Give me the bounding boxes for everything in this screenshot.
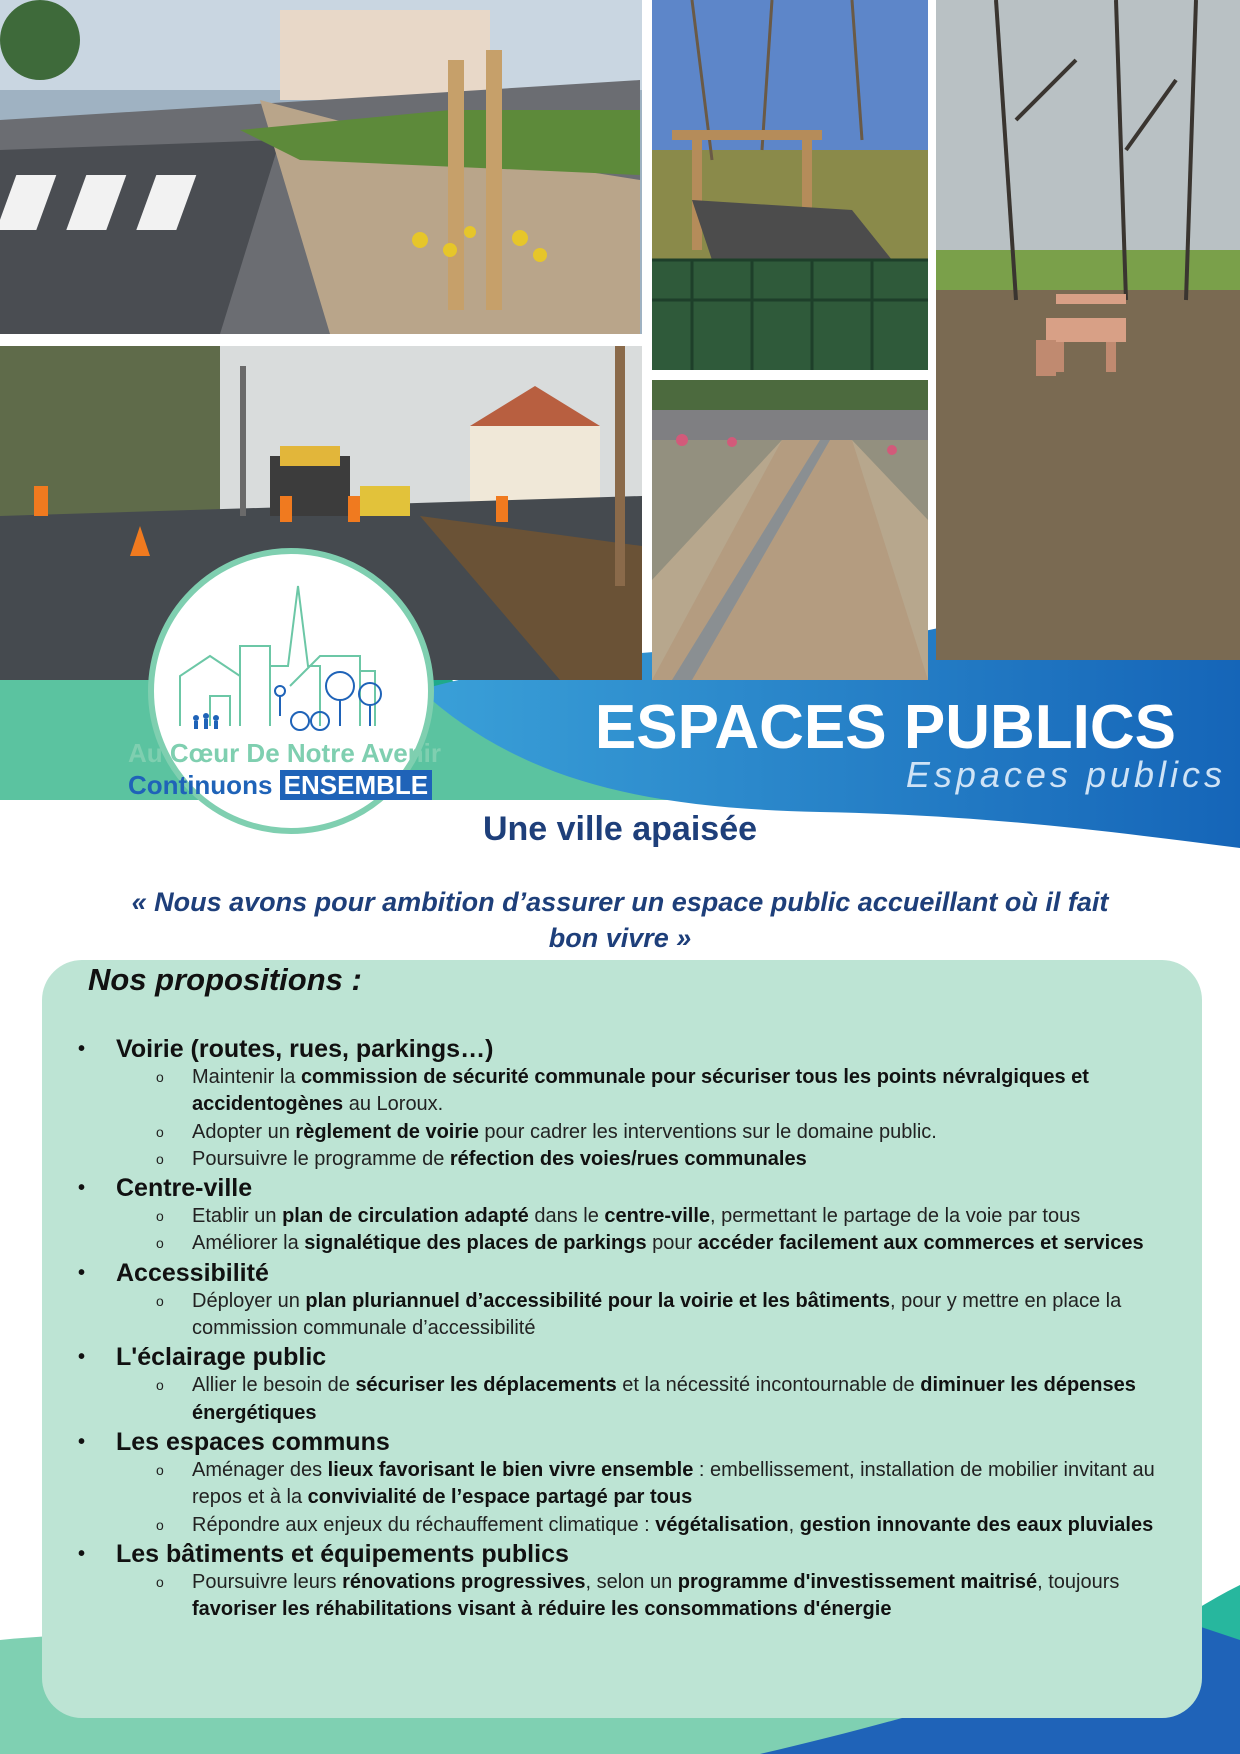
quote-line: bon vivre » — [548, 923, 692, 953]
proposition-item — [154, 1146, 1198, 1173]
mission-quote — [120, 884, 1120, 956]
proposition-item — [154, 1512, 1198, 1539]
circle-bullet-icon: o — [156, 1573, 164, 1590]
category-heading — [78, 1258, 1198, 1288]
category-items — [154, 1372, 1198, 1427]
category-items — [154, 1064, 1198, 1173]
proposition-item — [154, 1230, 1198, 1257]
bullet-icon: • — [78, 1346, 86, 1369]
bullet-icon: • — [78, 1177, 86, 1200]
proposition-category — [78, 1034, 1198, 1173]
proposition-text: Poursuivre leurs rénovations progressives, selon un programme d'investissement maitrisé, toujours favoriser les réhabilitations visant à réduire les consommations d'énergie — [192, 1570, 1120, 1621]
logo-tagline-line1: Au Cœur De Notre Avenir — [128, 738, 441, 768]
propositions-list — [78, 1034, 1198, 1623]
proposition-item — [154, 1119, 1198, 1146]
logo-tagline-line2 — [128, 770, 458, 801]
photo-cemetery-path — [652, 380, 928, 680]
quote-line: « Nous avons pour ambition d’assurer un espace public accueillant où il fait — [131, 887, 1109, 917]
category-heading — [78, 1034, 1198, 1064]
page-title: ESPACES PUBLICS — [594, 693, 1176, 762]
proposition-category — [78, 1342, 1198, 1427]
circle-bullet-icon: o — [156, 1235, 164, 1252]
circle-bullet-icon: o — [156, 1377, 164, 1394]
category-label: Les espaces communs — [116, 1427, 390, 1456]
category-items — [154, 1569, 1198, 1624]
proposition-text: Déployer un plan pluriannuel d’accessibilité pour la voirie et les bâtiments, pour y mettre en place la commission communale d’accessibilité — [192, 1289, 1122, 1340]
category-label: L'éclairage public — [116, 1343, 327, 1372]
category-heading — [78, 1342, 1198, 1372]
category-heading — [78, 1539, 1198, 1569]
category-label: Voirie (routes, rues, parkings…) — [116, 1035, 494, 1063]
proposition-text: Etablir un plan de circulation adapté dans le centre-ville, permettant le partage de la voie par tous — [192, 1205, 1081, 1228]
logo-tagline-prefix: Continuons — [128, 770, 273, 800]
category-items — [154, 1457, 1198, 1539]
proposition-text: Adopter un règlement de voirie pour cadrer les interventions sur le domaine public. — [192, 1120, 937, 1143]
proposition-category — [78, 1427, 1198, 1539]
circle-bullet-icon: o — [156, 1461, 164, 1478]
proposition-text: Répondre aux enjeux du réchauffement climatique : végétalisation, gestion innovante des eaux pluviales — [192, 1513, 1154, 1536]
proposition-category — [78, 1173, 1198, 1258]
circle-bullet-icon: o — [156, 1150, 164, 1167]
category-label: Centre-ville — [116, 1174, 253, 1203]
proposition-item — [154, 1372, 1198, 1427]
category-heading — [78, 1427, 1198, 1457]
page-subtitle: Espaces publics — [905, 754, 1226, 795]
logo-tagline-boxed: ENSEMBLE — [280, 770, 432, 800]
proposition-text: Améliorer la signalétique des places de parkings pour accéder facilement aux commerces et services — [192, 1232, 1144, 1255]
category-label: Les bâtiments et équipements publics — [116, 1539, 569, 1568]
photo-playground — [652, 0, 928, 370]
circle-bullet-icon: o — [156, 1123, 164, 1140]
circle-bullet-icon: o — [156, 1208, 164, 1225]
circle-bullet-icon: o — [156, 1292, 164, 1309]
propositions-title: Nos propositions : — [88, 962, 362, 997]
circle-bullet-icon: o — [156, 1069, 164, 1085]
bullet-icon: • — [78, 1038, 86, 1060]
proposition-category — [78, 1539, 1198, 1624]
category-items — [154, 1203, 1198, 1258]
category-heading — [78, 1173, 1198, 1203]
proposition-item — [154, 1569, 1198, 1624]
circle-bullet-icon: o — [156, 1516, 164, 1533]
proposition-item — [154, 1064, 1198, 1119]
photo-park-picnic — [936, 0, 1240, 660]
village-skyline-icon — [170, 576, 400, 736]
proposition-category — [78, 1258, 1198, 1343]
campaign-logo — [128, 548, 441, 840]
proposition-item — [154, 1457, 1198, 1512]
photo-road-crosswalk — [0, 0, 642, 334]
proposition-item — [154, 1203, 1198, 1230]
proposition-text: Allier le besoin de sécuriser les déplacements et la nécessité incontournable de diminuer les dépenses énergétiques — [192, 1374, 1136, 1424]
category-items — [154, 1288, 1198, 1343]
section-heading: Une ville apaisée — [482, 810, 758, 848]
bullet-icon: • — [78, 1430, 86, 1453]
proposition-text: Aménager des lieux favorisant le bien vivre ensemble : embellissement, installation de mobilier invitant au repos et à la convivialité de l’espace partagé par tous — [192, 1458, 1155, 1509]
proposition-item — [154, 1288, 1198, 1343]
proposition-text: Poursuivre le programme de réfection des voies/rues communales — [192, 1147, 807, 1170]
proposition-text: Maintenir la commission de sécurité communale pour sécuriser tous les points névralgiques et accidentogènes au Loroux. — [192, 1066, 1089, 1116]
bullet-icon: • — [78, 1261, 86, 1284]
category-label: Accessibilité — [116, 1258, 269, 1287]
bullet-icon: • — [78, 1542, 86, 1565]
